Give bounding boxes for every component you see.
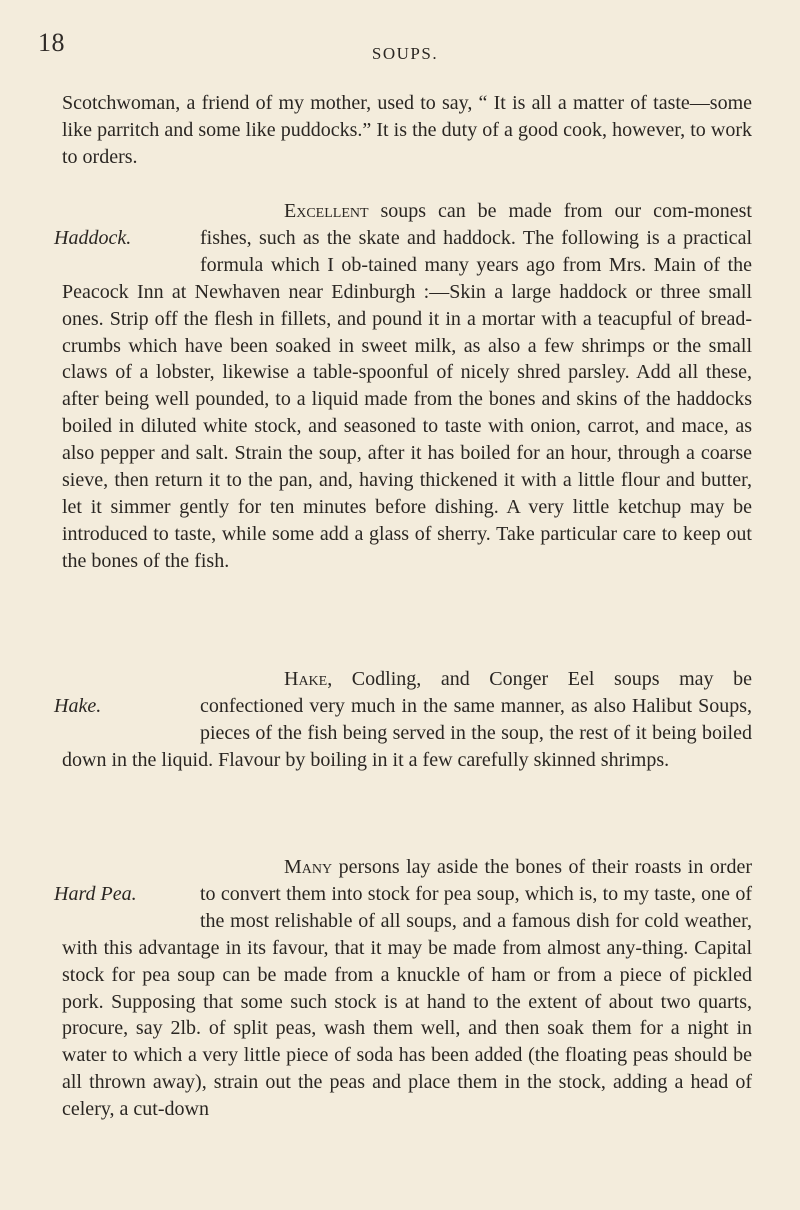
page-number: 18 <box>38 28 65 57</box>
lead-word: Many <box>284 856 333 878</box>
continuation-paragraph <box>62 90 752 171</box>
paragraph-text: persons lay aside the bones of their roasts in order to convert them into stock for pea soup, which is, to my taste, one of the most relishable of all soups, and a famous dish for cold weather, with this advantage in its favour, that it may be made from almost any-thing. Capital stock for pea soup can be made from a knuckle of ham or from a piece of pickled pork. Supposing that some such stock is at hand to the extent of about two quarts, procure, say 2lb. of split peas, wash them well, and then soak them for a night in water to which a very little piece of soda has been added (the floating peas should be all thrown away), strain out the peas and place them in the stock, adding a head of celery, a cut-down <box>62 856 752 1121</box>
paragraph-text: Codling, and Conger Eel soups may be confectioned very much in the same manner, as also Halibut Soups, pieces of the fish being served in the soup, the rest of it being boiled down in the liquid. Flavour by boiling in it a few carefully skinned shrimps. <box>62 668 752 771</box>
sidenote-hake: Hake. <box>54 695 102 717</box>
lead-word: Hake, <box>284 668 333 690</box>
section-hard-pea <box>54 854 752 1123</box>
section-haddock <box>54 198 752 575</box>
paragraph-text: Scotchwoman, a friend of my mother, used to say, “ It is all a matter of taste—some like parritch and some like puddocks.” It is the duty of a good cook, however, to work to orders. <box>62 92 752 168</box>
running-head: SOUPS. <box>371 44 439 63</box>
section-hake <box>54 666 752 774</box>
paragraph-text: soups can be made from our com-monest fishes, such as the skate and haddock. The following is a practical formula which I ob-tained many years ago from Mrs. Main of the Peacock Inn at Newhaven near Edinburgh :—Skin a large haddock or three small ones. Strip off the flesh in fillets, and pound it in a mortar with a teacupful of bread-crumbs which have been soaked in sweet milk, as also a few shrimps or the small claws of a lobster, likewise a table-spoonful of nicely shred parsley. Add all these, after being well pounded, to a liquid made from the bones and skins of the haddocks boiled in diluted white stock, and seasoned to taste with onion, carrot, and mace, as also pepper and salt. Strain the soup, after it has boiled for an hour, through a coarse sieve, then return it to the pan, and, having thickened it with a little flour and butter, let it simmer gently for ten minutes before dishing. A very little ketchup may be introduced to taste, while some add a glass of sherry. Take particular care to keep out the bones of the fish. <box>62 200 752 572</box>
lead-word: Excellent <box>284 200 369 222</box>
sidenote-hard-pea: Hard Pea. <box>54 883 137 905</box>
sidenote-haddock: Haddock. <box>54 227 132 249</box>
